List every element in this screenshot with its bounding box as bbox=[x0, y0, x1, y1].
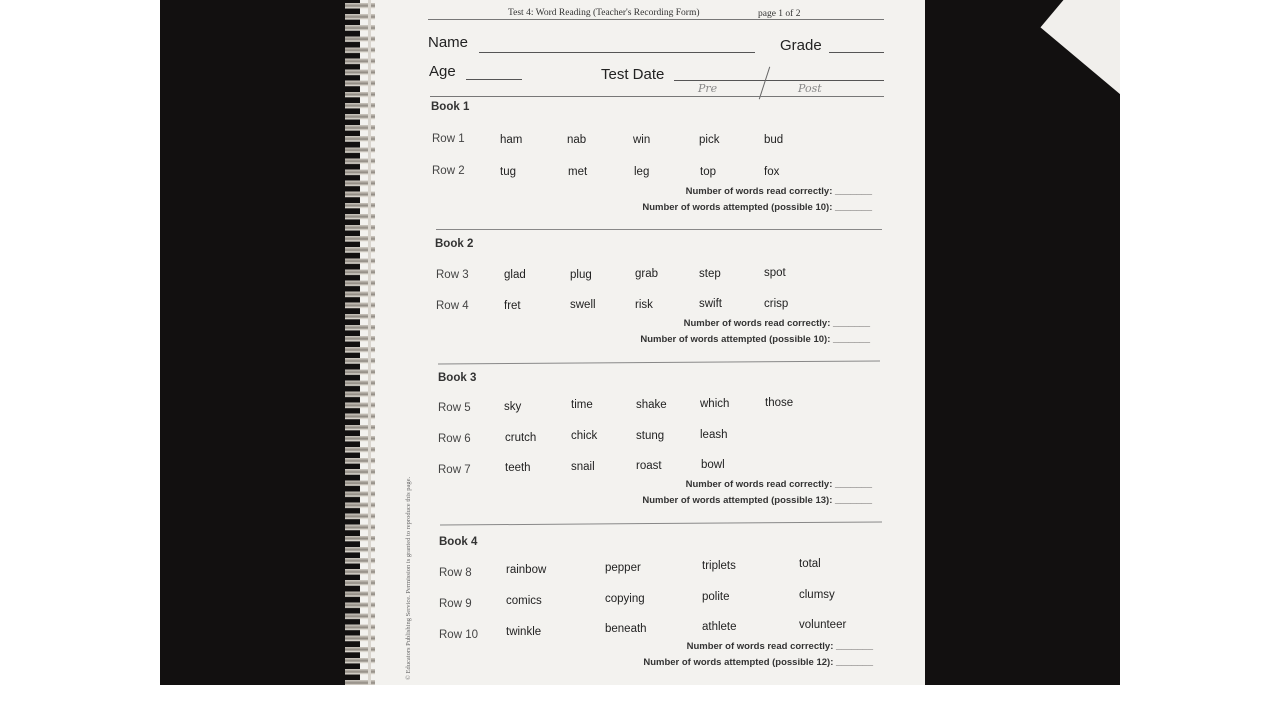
word: win bbox=[633, 134, 651, 146]
row-8-label: Row 8 bbox=[439, 567, 472, 579]
word: fret bbox=[504, 300, 521, 312]
words-attempted-count: Number of words attempted (possible 10): _______ bbox=[642, 202, 872, 213]
row-4-label: Row 4 bbox=[436, 300, 469, 312]
word: crutch bbox=[505, 432, 537, 444]
word: teeth bbox=[505, 462, 531, 474]
words-correct-count: Number of words read correctly: _______ bbox=[685, 479, 872, 490]
words-correct-count: Number of words read correctly: _______ bbox=[683, 318, 870, 329]
word: spot bbox=[764, 267, 786, 279]
row-5-label: Row 5 bbox=[438, 402, 471, 414]
handwritten-post: Post bbox=[798, 82, 822, 95]
word: leash bbox=[700, 429, 728, 441]
word: volunteer bbox=[799, 619, 847, 631]
word: roast bbox=[636, 460, 662, 472]
words-attempted-count: Number of words attempted (possible 13): _______ bbox=[642, 495, 872, 506]
word: top bbox=[700, 166, 716, 178]
word: twinkle bbox=[506, 626, 542, 638]
word: pepper bbox=[605, 562, 641, 574]
word: rainbow bbox=[506, 564, 547, 576]
word: sky bbox=[504, 401, 522, 413]
word: plug bbox=[570, 269, 592, 281]
word: swell bbox=[570, 299, 596, 311]
word: chick bbox=[571, 430, 598, 442]
book-1-title: Book 1 bbox=[431, 101, 470, 113]
test-date-label: Test Date bbox=[601, 66, 665, 83]
word: glad bbox=[504, 269, 526, 281]
word: leg bbox=[634, 166, 650, 178]
binding-edge bbox=[368, 0, 371, 685]
handwritten-pre: Pre bbox=[698, 82, 718, 95]
word: pick bbox=[699, 134, 720, 146]
word: comics bbox=[506, 595, 542, 607]
word: polite bbox=[702, 591, 730, 603]
row-2-label: Row 2 bbox=[432, 165, 465, 177]
words-attempted-count: Number of words attempted (possible 12): _______ bbox=[643, 657, 873, 668]
word: crisp bbox=[764, 298, 789, 310]
word: grab bbox=[635, 268, 659, 280]
book-2-title: Book 2 bbox=[435, 238, 474, 250]
book-3-title: Book 3 bbox=[438, 372, 477, 384]
test-date-line[interactable] bbox=[674, 80, 884, 81]
word: nab bbox=[567, 134, 587, 146]
age-label: Age bbox=[429, 63, 456, 80]
word: stung bbox=[636, 430, 665, 442]
words-correct-count: Number of words read correctly: _______ bbox=[685, 186, 872, 197]
words-attempted-count: Number of words attempted (possible 10): _______ bbox=[640, 334, 870, 345]
row-6-label: Row 6 bbox=[438, 433, 471, 445]
grade-line[interactable] bbox=[829, 52, 884, 53]
word: time bbox=[571, 399, 593, 411]
row-3-label: Row 3 bbox=[436, 269, 469, 281]
paper-corner bbox=[1040, 0, 1120, 105]
row-1-label: Row 1 bbox=[432, 133, 465, 145]
word: fox bbox=[764, 166, 780, 178]
word: athlete bbox=[702, 621, 737, 633]
word: step bbox=[699, 268, 721, 280]
page-indicator: page 1 of 2 bbox=[758, 9, 801, 19]
permission-notice: © Educators Publishing Service. Permission is granted to reproduce this page. bbox=[405, 476, 412, 680]
header-rule bbox=[428, 19, 884, 20]
word: risk bbox=[635, 299, 653, 311]
name-label: Name bbox=[428, 34, 469, 51]
word: snail bbox=[571, 461, 595, 473]
word: bud bbox=[764, 134, 784, 146]
word: triplets bbox=[702, 560, 736, 572]
row-10-label: Row 10 bbox=[439, 629, 478, 641]
word: clumsy bbox=[799, 589, 835, 601]
row-9-label: Row 9 bbox=[439, 598, 472, 610]
word: which bbox=[700, 398, 730, 410]
words-correct-count: Number of words read correctly: _______ bbox=[686, 641, 873, 652]
form-title: Test 4: Word Reading (Teacher's Recording Form) bbox=[508, 8, 700, 18]
word: tug bbox=[500, 166, 516, 178]
word: beneath bbox=[605, 623, 647, 635]
book-4-title: Book 4 bbox=[439, 536, 478, 548]
age-line[interactable] bbox=[466, 79, 522, 80]
header-bottom-rule bbox=[430, 96, 884, 97]
section-divider bbox=[436, 229, 882, 230]
word: swift bbox=[699, 298, 722, 310]
word: shake bbox=[636, 399, 667, 411]
word: total bbox=[799, 558, 821, 570]
word: copying bbox=[605, 593, 645, 605]
word: ham bbox=[500, 134, 523, 146]
word: bowl bbox=[701, 459, 725, 471]
name-line[interactable] bbox=[479, 52, 755, 53]
grade-label: Grade bbox=[780, 37, 822, 54]
row-7-label: Row 7 bbox=[438, 464, 471, 476]
photo-frame bbox=[160, 0, 1120, 685]
word: those bbox=[765, 397, 794, 409]
word: met bbox=[568, 166, 588, 178]
